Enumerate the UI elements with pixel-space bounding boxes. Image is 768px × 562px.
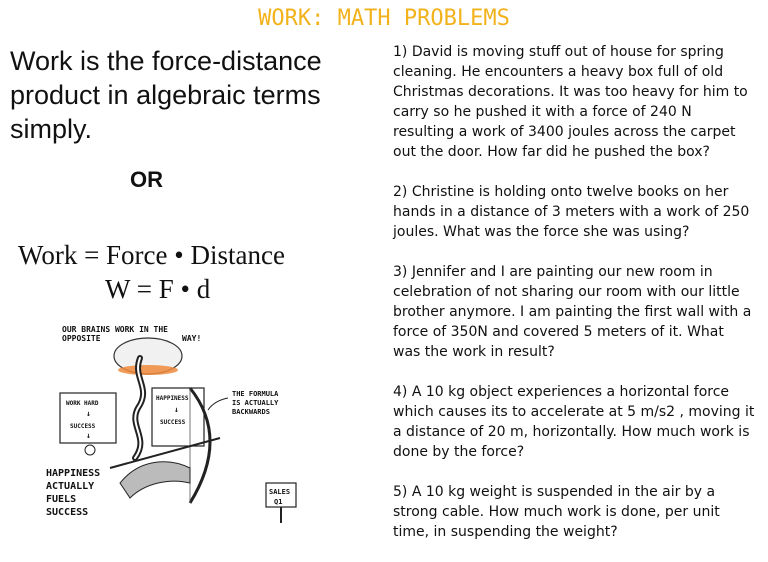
right-box-bottom: SUCCESS <box>160 419 186 426</box>
arrow-icon <box>208 398 228 410</box>
problem-5: 5) A 10 kg weight is suspended in the air by a strong cable. How much work is done, per unit time, in suspending the weight? <box>393 484 720 540</box>
problem-1: 1) David is moving stuff out of house for spring cleaning. He encounters a heavy box full of old Christmas decorations. It was too heavy for him to carry so he pushed it with a force of 240 N resulting a work of 3400 joules across the carpet out the door. How far did he pushed the box? <box>393 44 748 160</box>
formula-words: Work = Force • Distance <box>18 240 285 270</box>
formula-note-3: BACKWARDS <box>232 408 270 416</box>
or-label: OR <box>130 167 163 192</box>
problem-2: 2) Christine is holding onto twelve books on her hands in a distance of 3 meters with a work of 250 joules. What was the force she was using? <box>393 184 750 240</box>
bottom-left-1: HAPPINESS <box>46 468 101 479</box>
bottom-left-4: SUCCESS <box>46 507 89 518</box>
formula-note-2: IS ACTUALLY <box>232 399 279 407</box>
brain-sketch-illustration <box>40 318 320 523</box>
left-box-top: WORK HARD <box>66 400 99 407</box>
bottom-left-3: FUELS <box>46 494 77 505</box>
archer-arm-icon <box>120 462 190 498</box>
problem-list <box>393 42 755 562</box>
formula-note-1: THE FORMULA <box>232 390 279 398</box>
left-box-bottom: SUCCESS <box>70 423 96 430</box>
sketch-caption-top-1: OUR BRAINS WORK IN THE <box>62 325 168 334</box>
sales-label-2: Q1 <box>274 498 283 506</box>
svg-text:↓: ↓ <box>174 405 179 414</box>
bottom-left-2: ACTUALLY <box>46 481 95 492</box>
right-box-top: HAPPINESS <box>156 395 189 402</box>
orange-swoosh-icon <box>118 365 178 375</box>
sales-label-1: SALES <box>269 488 291 496</box>
sketch-caption-top-3: WAY! <box>182 334 202 343</box>
sketch-caption-top-2: OPPOSITE <box>62 334 101 343</box>
smiley-icon <box>85 445 95 455</box>
intro-text: Work is the force-distance product in algebraic terms simply. <box>10 46 322 144</box>
formula-symbols: W = F • d <box>105 274 211 304</box>
svg-text:↓: ↓ <box>86 409 91 418</box>
problem-4: 4) A 10 kg object experiences a horizontal force which causes its to accelerate at 5 m/s2 , moving it a distance of 20 m, horizontally. How much work is done by the force? <box>393 384 755 460</box>
page-title: WORK: MATH PROBLEMS <box>258 6 510 31</box>
problem-3: 3) Jennifer and I are painting our new room in celebration of not sharing our room with our little brother anymore. I am painting the first wall with a force of 350N and covered 5 meters of it. What was the work in result? <box>393 264 752 360</box>
svg-text:↓: ↓ <box>86 431 91 440</box>
